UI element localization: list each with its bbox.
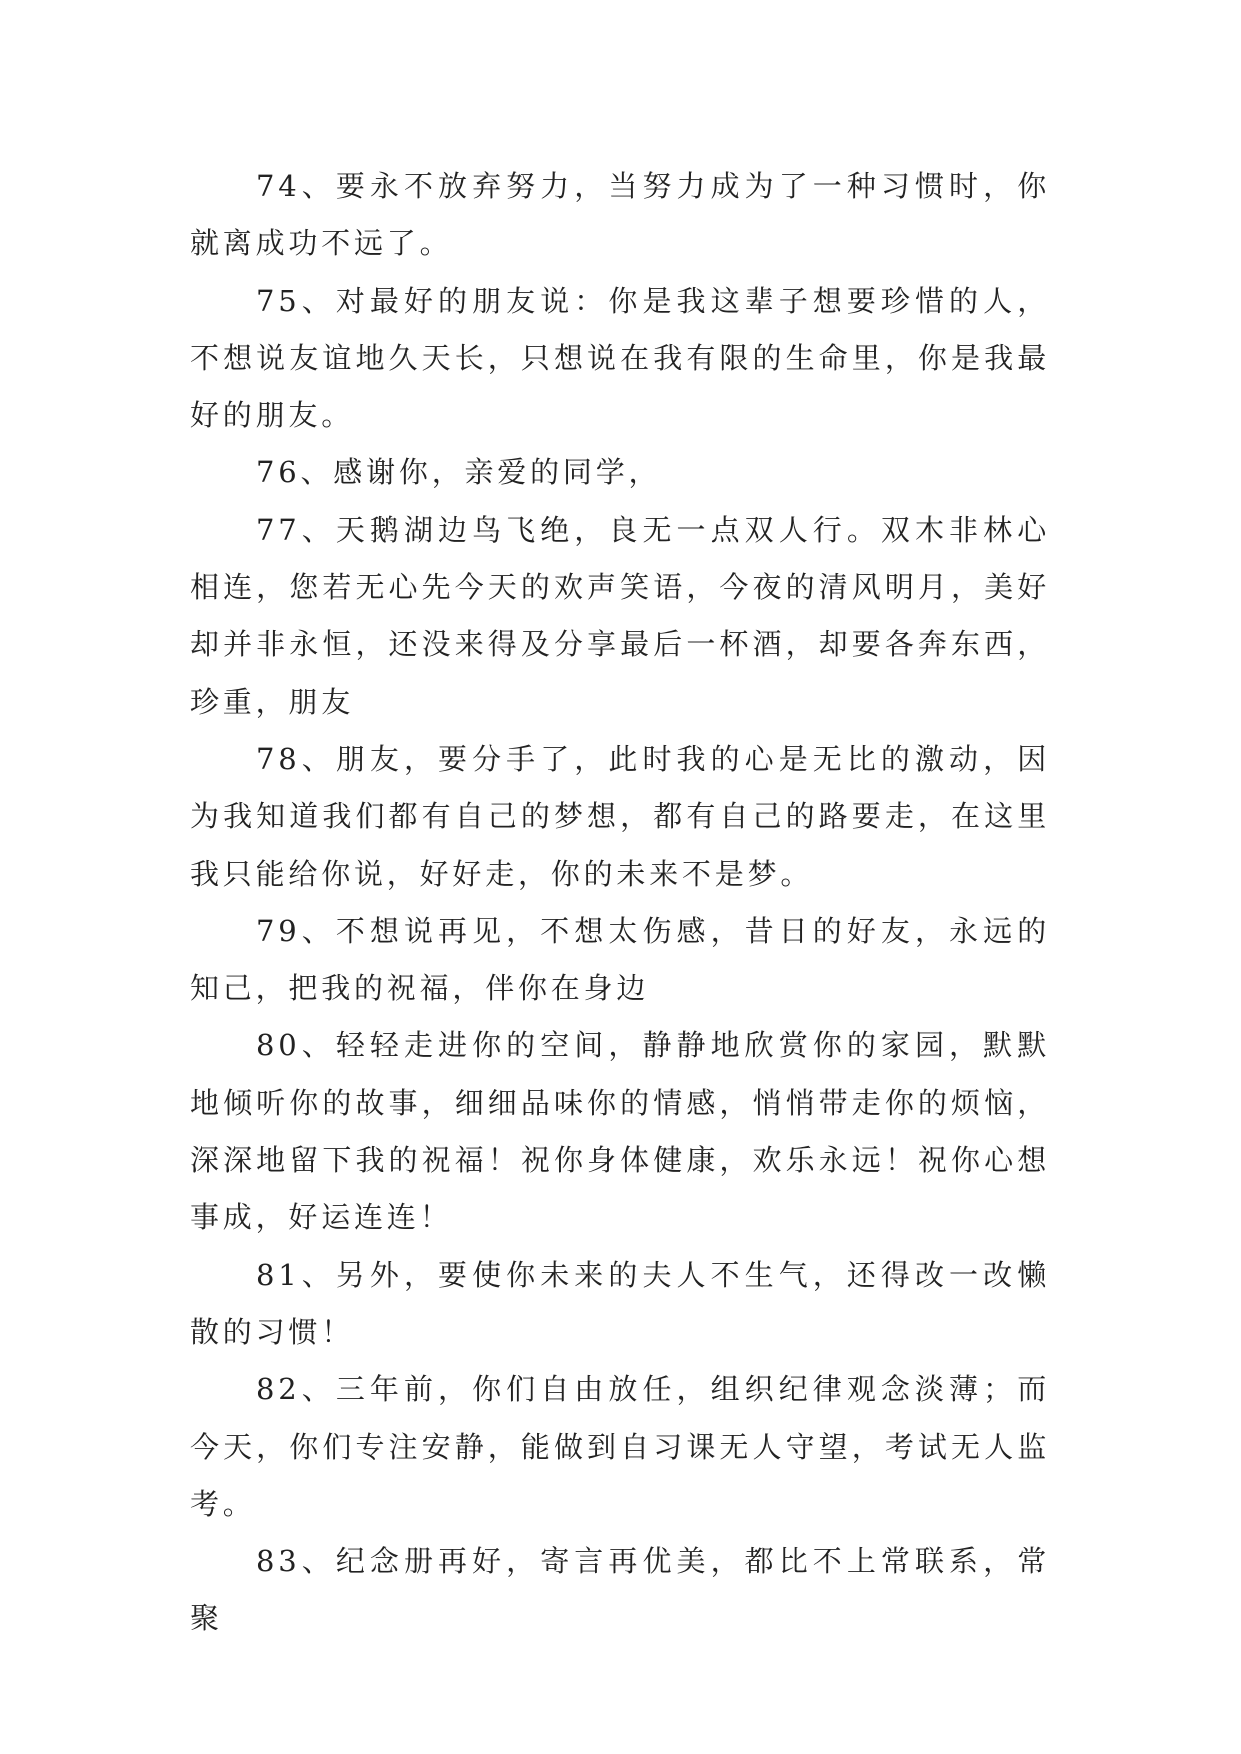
paragraph-82: 82、三年前，你们自由放任，组织纪律观念淡薄；而今天，你们专注安静，能做到自习课无人守望，考试无人监考。 [190,1372,1050,1521]
paragraph-76: 76、感谢你，亲爱的同学， [256,455,662,490]
paragraph-79: 79、不想说再见，不想太伤感，昔日的好友，永远的知己，把我的祝福，伴你在身边 [190,913,1050,1006]
paragraph-74: 74、要永不放弃努力，当努力成为了一种习惯时，你就离成功不远了。 [190,169,1050,261]
paragraph-77: 77、天鹅湖边鸟飞绝，良无一点双人行。双木非林心相连，您若无心先今天的欢声笑语，今夜的清风明月，美好却并非永恒，还没来得及分享最后一杯酒，却要各奔东西，珍重，朋友 [190,512,1050,719]
paragraph-80: 80、轻轻走进你的空间，静静地欣赏你的家园，默默地倾听你的故事，细细品味你的情感，悄悄带走你的烦恼，深深地留下我的祝福！祝你身体健康，欢乐永远！祝你心想事成，好运连连！ [190,1028,1050,1235]
paragraph-75: 75、对最好的朋友说：你是我这辈子想要珍惜的人，不想说友谊地久天长，只想说在我有限的生命里，你是我最好的朋友。 [190,283,1050,433]
paragraph-83: 83、纪念册再好，寄言再优美，都比不上常联系，常聚 [190,1544,1050,1636]
paragraph-78: 78、朋友，要分手了，此时我的心是无比的激动，因为我知道我们都有自己的梦想，都有自己的路要走，在这里我只能给你说，好好走，你的未来不是梦。 [190,741,1050,891]
document-body [190,158,1050,1648]
paragraph-81: 81、另外，要使你未来的夫人不生气，还得改一改懒散的习惯！ [190,1257,1050,1349]
